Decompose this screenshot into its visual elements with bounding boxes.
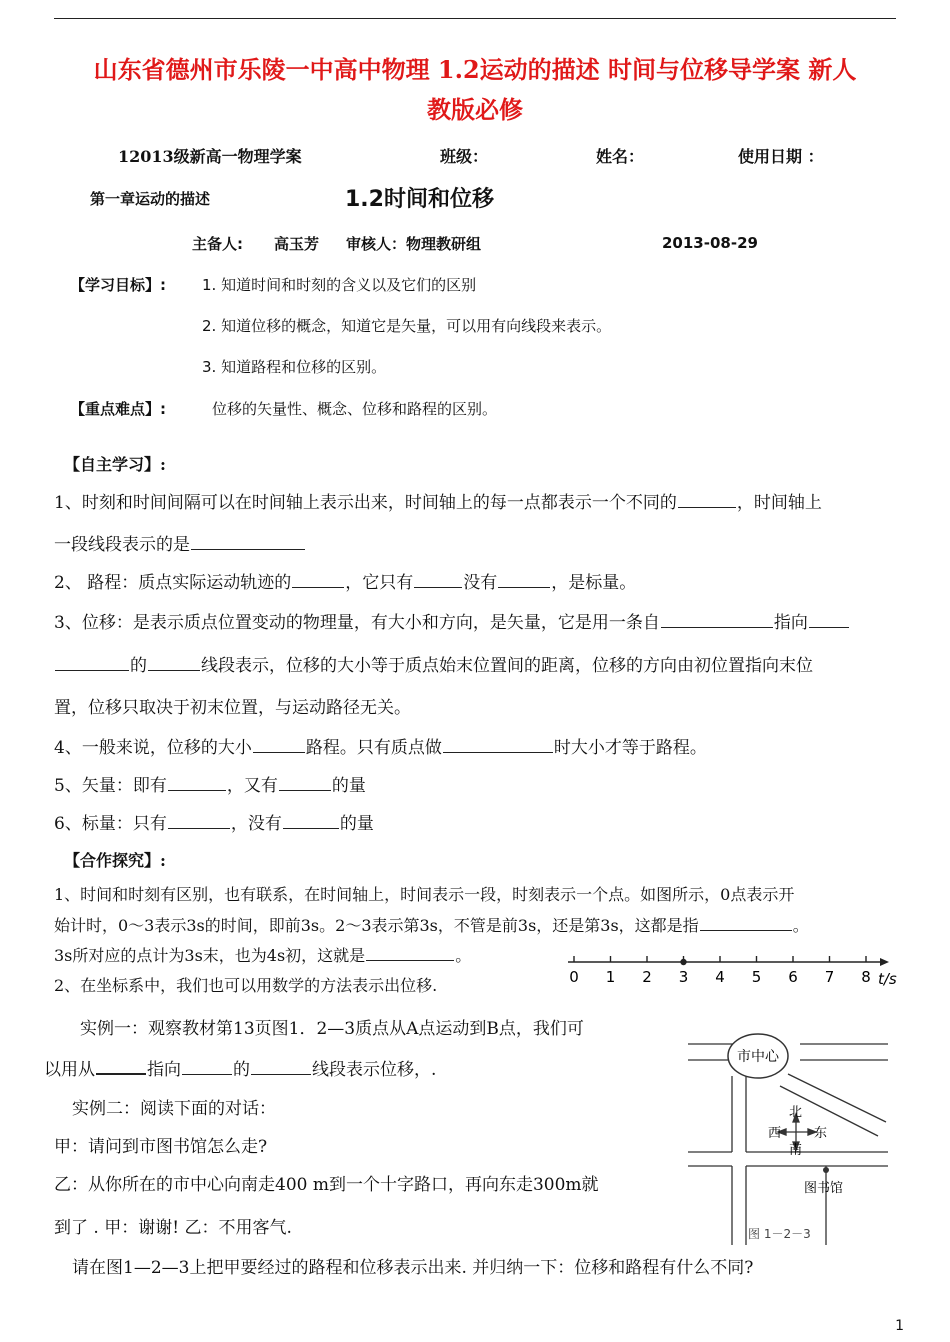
timeline-tick-label: 5 <box>751 968 762 986</box>
page-number: 1 <box>895 1318 904 1334</box>
dialogue-jia: 甲：请问到市图书馆怎么走? <box>54 1137 268 1157</box>
coop-p1-line2: 始计时，0～3表示3s的时间，即前3s。2～3表示第3s，不管是前3s，还是第3s，这都是指 。 <box>54 916 809 935</box>
course-label: 12013级新高一物理学案 <box>118 147 302 166</box>
coop-p1-line1: 1、时间和时刻有区别，也有联系，在时间轴上，时间表示一段，时刻表示一个点。如图所示，0点表示开 <box>54 885 795 904</box>
coop-p2: 2、在坐标系中，我们也可以用数学的方法表示出位移. <box>54 976 438 995</box>
map-center-label: 市中心 <box>737 1049 779 1065</box>
top-rule <box>54 18 896 19</box>
goal-1: 1. 知道时间和时刻的含义以及它们的区别 <box>202 276 477 294</box>
map-west: 西 <box>768 1126 782 1141</box>
self-q1-line2: 一段线段表示的是 <box>54 530 306 555</box>
timeline-tick-label: 2 <box>642 968 652 986</box>
timeline-tick-label: 7 <box>824 968 835 986</box>
key-label: 【重点难点】: <box>70 400 166 418</box>
example-1-line1: 实例一：观察教材第13页图1．2—3质点从A点运动到B点，我们可 <box>80 1019 584 1039</box>
example-2-label: 实例二：阅读下面的对话： <box>72 1099 276 1119</box>
timeline-figure <box>562 950 912 990</box>
class-label: 班级： <box>440 147 489 166</box>
map-figure <box>688 1030 888 1245</box>
map-library: 图书馆 <box>804 1181 844 1196</box>
self-q6: 6、标量：只有 ，没有 的量 <box>54 814 374 834</box>
goals-label: 【学习目标】: <box>70 276 166 294</box>
key-text: 位移的矢量性、概念、位移和路程的区别。 <box>212 400 498 418</box>
document-title: 山东省德州市乐陵一中高中物理 1.2运动的描述 时间与位移导学案 新人 教版必修 <box>93 55 857 124</box>
goal-3: 3. 知道路程和位移的区别。 <box>202 358 387 376</box>
timeline-tick-label: 4 <box>715 968 725 986</box>
chapter-label: 第一章运动的描述 <box>90 190 211 208</box>
timeline-tick-label: 3 <box>678 968 689 986</box>
timeline-tick-label: 1 <box>605 968 616 986</box>
prep-date: 2013-08-29 <box>662 234 758 252</box>
final-question: 请在图1—2—3上把甲要经过的路程和位移表示出来. 并归纳一下：位移和路程有什么不同? <box>72 1258 754 1278</box>
self-q3-line3: 置，位移只取决于初末位置，与运动路径无关。 <box>54 698 411 718</box>
dialogue-yi: 乙：从你所在的市中心向南走400 m到一个十字路口，再向东走300m就 <box>54 1175 599 1195</box>
timeline-unit: t/s <box>878 970 897 988</box>
timeline-tick-label: 6 <box>788 968 798 986</box>
library-dot <box>823 1167 829 1173</box>
timeline-point-3 <box>680 959 686 965</box>
self-q1-line1: 1、时刻和时间间隔可以在时间轴上表示出来，时间轴上的每一点都表示一个不同的 ，时间轴上 <box>54 493 822 513</box>
coop-label: 【合作探究】: <box>64 851 166 870</box>
coop-p1-line3: 3s所对应的点计为3s末，也为4s初，这就是 。 <box>54 946 472 965</box>
goal-2: 2. 知道位移的概念，知道它是矢量，可以用有向线段来表示。 <box>202 317 612 335</box>
timeline-tick-label: 0 <box>569 968 579 986</box>
reviewer-label: 审核人：物理教研组 <box>346 235 482 253</box>
dialogue-end: 到了 . 甲：谢谢! 乙：不用客气. <box>54 1218 292 1238</box>
timeline-tick-label: 8 <box>861 968 871 986</box>
self-q2: 2、 路程：质点实际运动轨迹的 ，它只有 没有 ，是标量。 <box>54 573 637 593</box>
self-q3-line2: 的 线段表示，位移的大小等于质点始末位置间的距离，位移的方向由初位置指向末位 <box>54 651 813 676</box>
map-north: 北 <box>789 1105 803 1120</box>
section-title: 1.2时间和位移 <box>345 187 494 212</box>
map-south: 南 <box>789 1143 803 1158</box>
preparer-name: 高玉芳 <box>274 235 320 253</box>
example-1-line2: 以用从 指向 的 线段表示位移，. <box>44 1055 436 1080</box>
self-q5: 5、矢量：即有 ，又有 的量 <box>54 776 366 796</box>
self-study-label: 【自主学习】: <box>64 455 166 474</box>
date-label: 使用日期 ： <box>738 147 824 166</box>
name-label: 姓名： <box>596 147 645 166</box>
timeline-arrow <box>880 958 889 966</box>
self-q4: 4、一般来说，位移的大小 路程。只有质点做 时大小才等于路程。 <box>54 738 707 758</box>
self-q3-line1: 3、位移：是表示质点位置变动的物理量，有大小和方向，是矢量，它是用一条自 指向 <box>54 608 850 633</box>
map-east: 东 <box>814 1126 828 1141</box>
preparer-label: 主备人: <box>192 235 243 253</box>
map-caption: 图 1－2－3 <box>748 1227 811 1241</box>
